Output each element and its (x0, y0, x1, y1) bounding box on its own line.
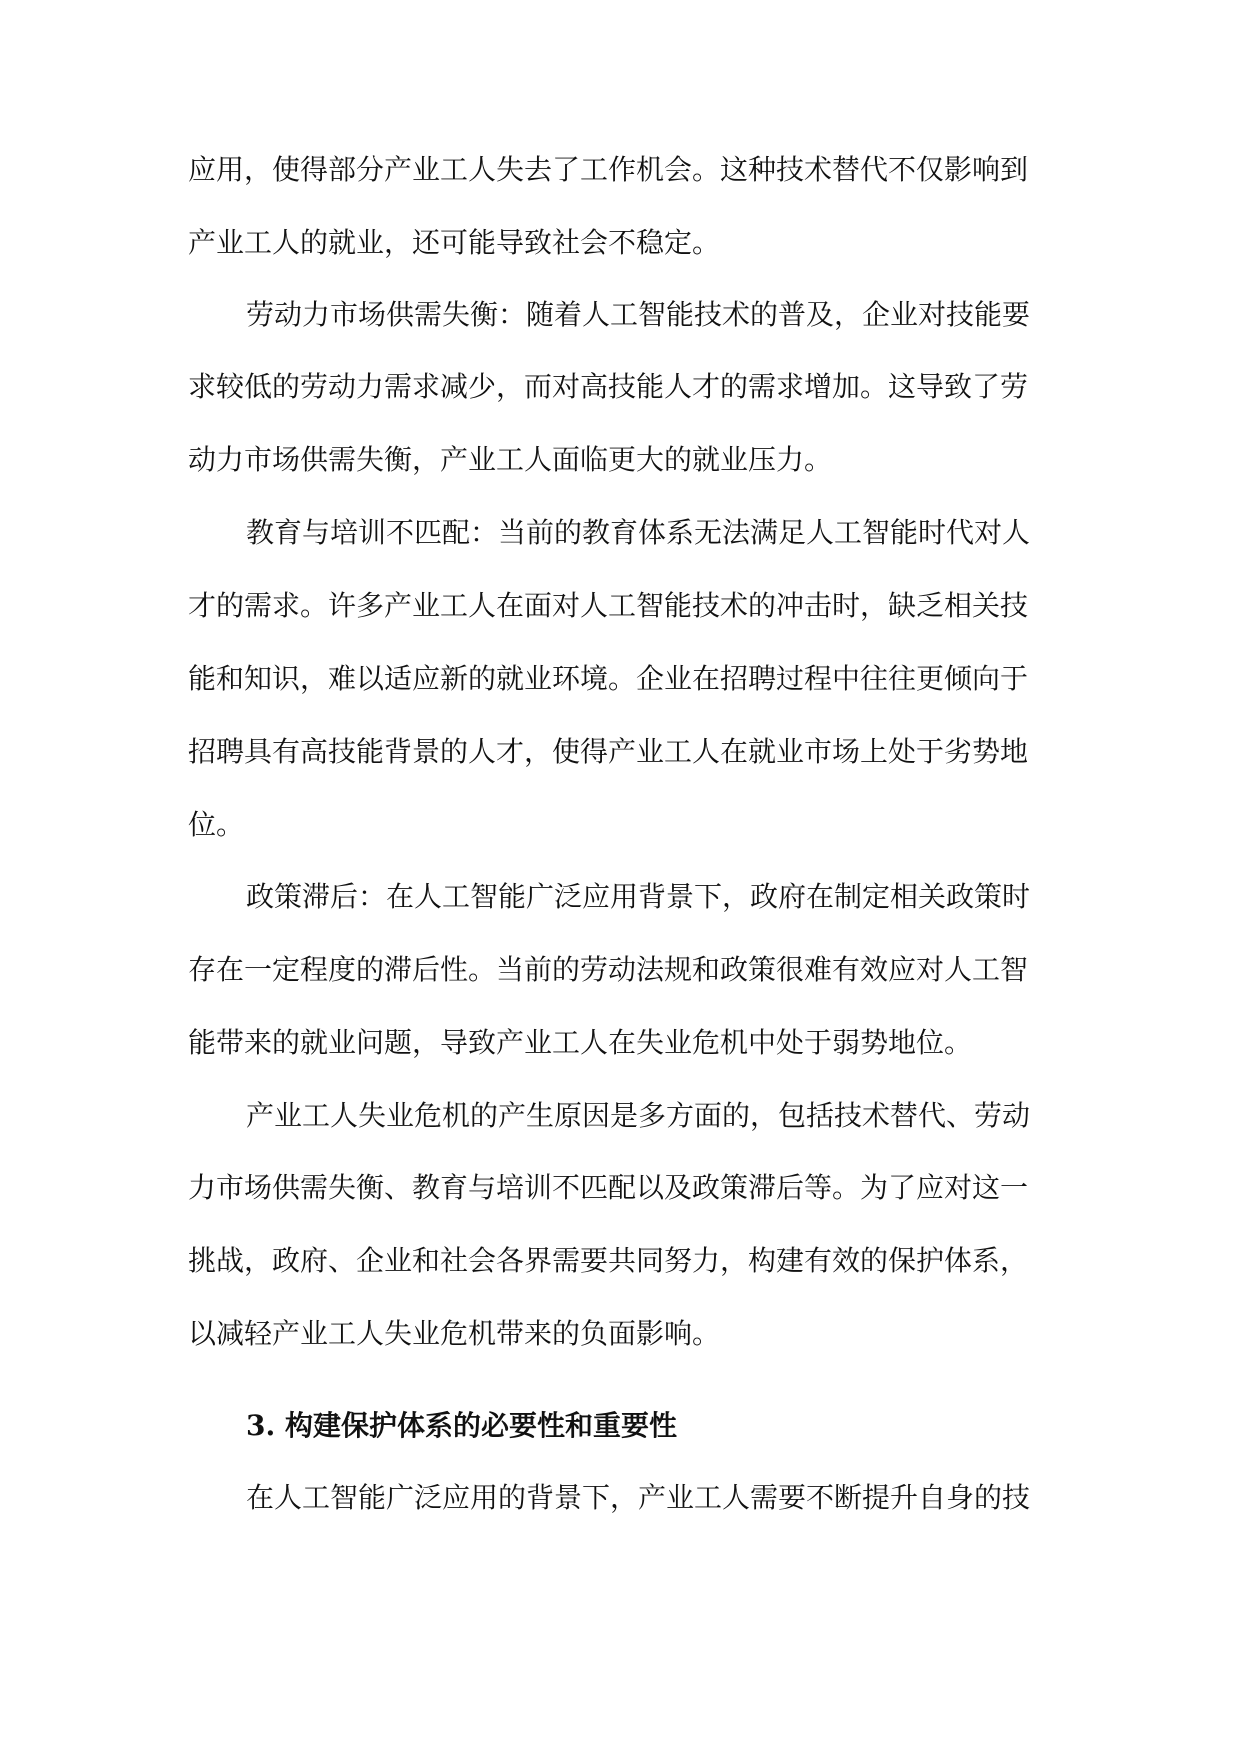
text-line: 才的需求。许多产业工人在面对人工智能技术的冲击时，缺乏相关技 (188, 589, 1029, 622)
text-line: 挑战，政府、企业和社会各界需要共同努力，构建有效的保护体系， (188, 1244, 1029, 1277)
text-line: 劳动力市场供需失衡：随着人工智能技术的普及，企业对技能要 (246, 298, 1031, 331)
text-line: 以减轻产业工人失业危机带来的负面影响。 (188, 1317, 721, 1350)
text-line: 教育与培训不匹配：当前的教育体系无法满足人工智能时代对人 (246, 516, 1031, 549)
text-line: 求较低的劳动力需求减少，而对高技能人才的需求增加。这导致了劳 (188, 370, 1029, 403)
text-line: 能和知识，难以适应新的就业环境。企业在招聘过程中往往更倾向于 (188, 662, 1029, 695)
text-line: 存在一定程度的滞后性。当前的劳动法规和政策很难有效应对人工智 (188, 953, 1029, 986)
text-line: 动力市场供需失衡，产业工人面临更大的就业压力。 (188, 443, 833, 476)
text-line: 产业工人失业危机的产生原因是多方面的，包括技术替代、劳动 (246, 1099, 1031, 1132)
section-heading: 3. 构建保护体系的必要性和重要性 (246, 1409, 677, 1442)
text-line: 政策滞后：在人工智能广泛应用背景下，政府在制定相关政策时 (246, 880, 1031, 913)
text-line: 在人工智能广泛应用的背景下，产业工人需要不断提升自身的技 (246, 1481, 1031, 1514)
text-line: 产业工人的就业，还可能导致社会不稳定。 (188, 226, 721, 259)
text-line: 位。 (188, 808, 245, 841)
text-line: 招聘具有高技能背景的人才，使得产业工人在就业市场上处于劣势地 (188, 735, 1029, 768)
text-line: 应用，使得部分产业工人失去了工作机会。这种技术替代不仅影响到 (188, 153, 1029, 186)
text-line: 能带来的就业问题，导致产业工人在失业危机中处于弱势地位。 (188, 1026, 973, 1059)
text-line: 力市场供需失衡、教育与培训不匹配以及政策滞后等。为了应对这一 (188, 1171, 1029, 1204)
